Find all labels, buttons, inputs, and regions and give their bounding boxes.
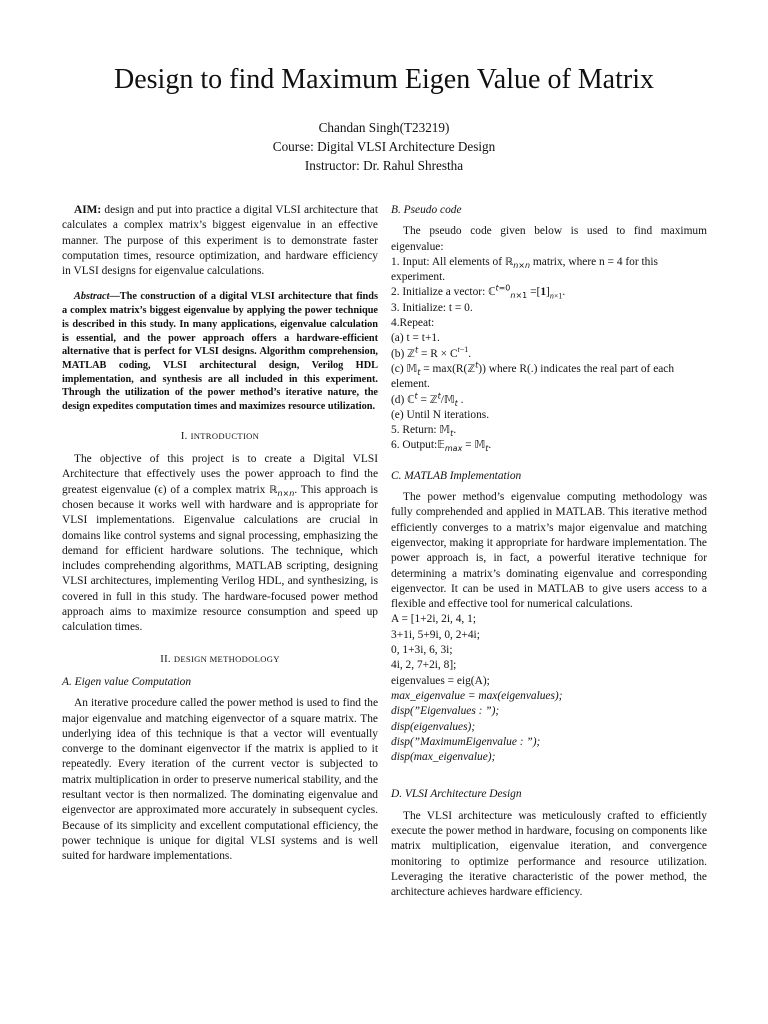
subsection-heading-eigen-value: A. Eigen value Computation bbox=[62, 675, 192, 688]
abstract-label: Abstract bbox=[74, 291, 110, 303]
vlsi-paragraph: The VLSI architecture was meticulously crafted to efficiently execute the power method in hardware, focusing on components like matrix multiplication, eigenvalue iteration, and convergence monitoring to optimize performance and resource utilization. Leveraging the iterative characteristic of the power method, the architecture achieves hardware efficiency. bbox=[391, 809, 707, 899]
code-line: A = [1+2i, 2i, 4, 1; bbox=[391, 613, 476, 626]
pseudo-step: 4.Repeat: bbox=[391, 317, 435, 330]
pseudo-step: (c) 𝕄$_t$ = max(R(ℤ$^t$)) where R(.) indicates the real part of each element. bbox=[391, 360, 675, 391]
introduction-paragraph: The objective of this project is to create a Digital VLSI Architecture that effectively uses the power approach to find the greatest eigenvalue (ϵ) of a complex matrix ℝ$_{n\times n}$. This approach is chosen because it works well with hardware and is appropriate for VLSI implementations. Eigenvalue calculations are crucial in domains like control systems and signal processing, emphasizing the demand for efficient hardware solutions. The technique, which includes comprehending algorithms, MATLAB scripting, designing VLSI architectures, implementing Verilog HDL, and synthesizing, is covered in full in this study. The hardware-focused power method approach aims to maximize resource consumption and speed up calculation times. bbox=[62, 453, 378, 634]
code-line: disp(”MaximumEigenvalue : ”); bbox=[391, 735, 541, 748]
section-heading-design-methodology: II. DESIGN METHODOLOGY bbox=[160, 653, 280, 665]
instructor-line: Instructor: Dr. Rahul Shrestha bbox=[304, 158, 464, 173]
eigen-value-paragraph: An iterative procedure called the power method is used to find the major eigenvalue and matching eigenvector of a square matrix. The underlying idea of this technique is that a vector will eventually converge to the dominant eigenvector if the matrix is applied to it repeatedly. Every iteration of the current vector is subjected to matrix multiplication in order to preserve numerical stability, and the resultant vector is then normalized. The dominating eigenvalue and eigenvector are approximated more accurately in subsequent cycles. Because of its simplicity and excellent computational efficiency, the power technique is unique for digital VLSI systems and is well suited for hardware implementations. bbox=[62, 697, 378, 863]
subsection-heading-vlsi: D. VLSI Architecture Design bbox=[391, 788, 522, 801]
paper-title: Design to find Maximum Eigen Value of Matrix bbox=[114, 64, 654, 95]
course-line: Course: Digital VLSI Architecture Design bbox=[272, 139, 496, 154]
pseudo-step: 2. Initialize a vector: ℂ$^{t=0}_{n\times 1}$ $=[1]_{n\times 1}$. bbox=[391, 283, 566, 301]
code-line: disp(max_eigenvalue); bbox=[391, 751, 496, 764]
left-column bbox=[62, 203, 378, 865]
pseudo-step: 3. Initialize: t = 0. bbox=[391, 301, 473, 314]
pseudo-step: 6. Output:𝔼$_{max}$ = 𝕄$_t$. bbox=[391, 439, 492, 454]
complex-matrix-symbol: ℝ$_{n\times n}$ bbox=[269, 483, 295, 498]
right-column bbox=[391, 203, 707, 900]
pseudo-code-intro: The pseudo code given below is used to find maximum eigenvalue: bbox=[391, 225, 707, 253]
pseudo-step: (a) t = t+1. bbox=[391, 332, 440, 345]
aim-label: AIM: bbox=[74, 204, 102, 216]
pseudo-step: 5. Return: 𝕄$_t$. bbox=[391, 424, 457, 439]
code-line: 0, 1+3i, 6, 3i; bbox=[391, 644, 453, 657]
code-line: disp(eigenvalues); bbox=[391, 720, 476, 733]
code-line: 4i, 2, 7+2i, 8]; bbox=[391, 659, 457, 672]
section-title: DESIGN METHODOLOGY bbox=[173, 653, 280, 664]
author-name: Chandan Singh(T23219) bbox=[318, 120, 450, 135]
code-line: eigenvalues = eig(A); bbox=[391, 674, 490, 687]
pseudo-code-steps bbox=[391, 255, 707, 454]
subsection-heading-pseudo-code: B. Pseudo code bbox=[391, 204, 462, 216]
author-block bbox=[0, 118, 768, 175]
code-line: disp(”Eigenvalues : ”); bbox=[391, 705, 500, 718]
pseudo-step: (e) Until N iterations. bbox=[391, 408, 490, 421]
code-line: max_eigenvalue = max(eigenvalues); bbox=[391, 689, 563, 702]
code-line: 3+1i, 5+9i, 0, 2+4i; bbox=[391, 628, 480, 641]
matlab-code bbox=[391, 612, 707, 765]
abstract-text: —The construction of a digital VLSI architecture that finds a complex matrix’s biggest eigenvalue by applying the power technique is described in this study. In many applications, eigenvalue calculation is essential, and the power approach offers a hardware-efficient alternative that is perfect for VLSI designs. Algorithm comprehension, MATLAB coding, VLSI architectural design, Verilog HDL implementation, and synthesis are all included in this experiment. Through the utilization of the power method’s iterative nature, the design expedites computation times and maximizes resource utilization. bbox=[62, 291, 378, 413]
matlab-paragraph: The power method’s eigenvalue computing methodology was fully comprehended and applied in MATLAB. This iterative method efficiently converges to a matrix’s major eigenvalue and matching eigenvector, making it appropriate for hardware implementation. The power approach is, in fact, a powerful iterative technique for determining a matrix’s dominating eigenvalue and corresponding eigenvector. It can be used in MATLAB to give users access to a flexible and effective tool for numerical calculations. bbox=[391, 491, 707, 611]
section-heading-introduction: I. INTRODUCTION bbox=[180, 430, 260, 442]
pseudo-step: (d) ℂ$^t$ = ℤ$^t$/𝕄$_t$ . bbox=[391, 391, 464, 408]
pseudo-step: 1. Input: All elements of ℝ$_{n\times n}$ matrix, where n = 4 for this experiment. bbox=[391, 255, 658, 284]
aim-paragraph bbox=[62, 203, 378, 279]
abstract-paragraph bbox=[62, 290, 378, 413]
subsection-heading-matlab: C. MATLAB Implementation bbox=[391, 469, 522, 482]
section-title: INTRODUCTION bbox=[190, 430, 260, 441]
aim-text: design and put into practice a digital VLSI architecture that calculates a complex matrix’s biggest eigenvalue in an effective manner. The purpose of this experiment is to demonstrate faster computation times, resource optimization, and hardware efficiency in VLSI designs for eigenvalue calculations. bbox=[62, 204, 378, 278]
pseudo-step: (b) ℤ$^t$ = $R \times C^{t-1}$. bbox=[391, 344, 472, 360]
